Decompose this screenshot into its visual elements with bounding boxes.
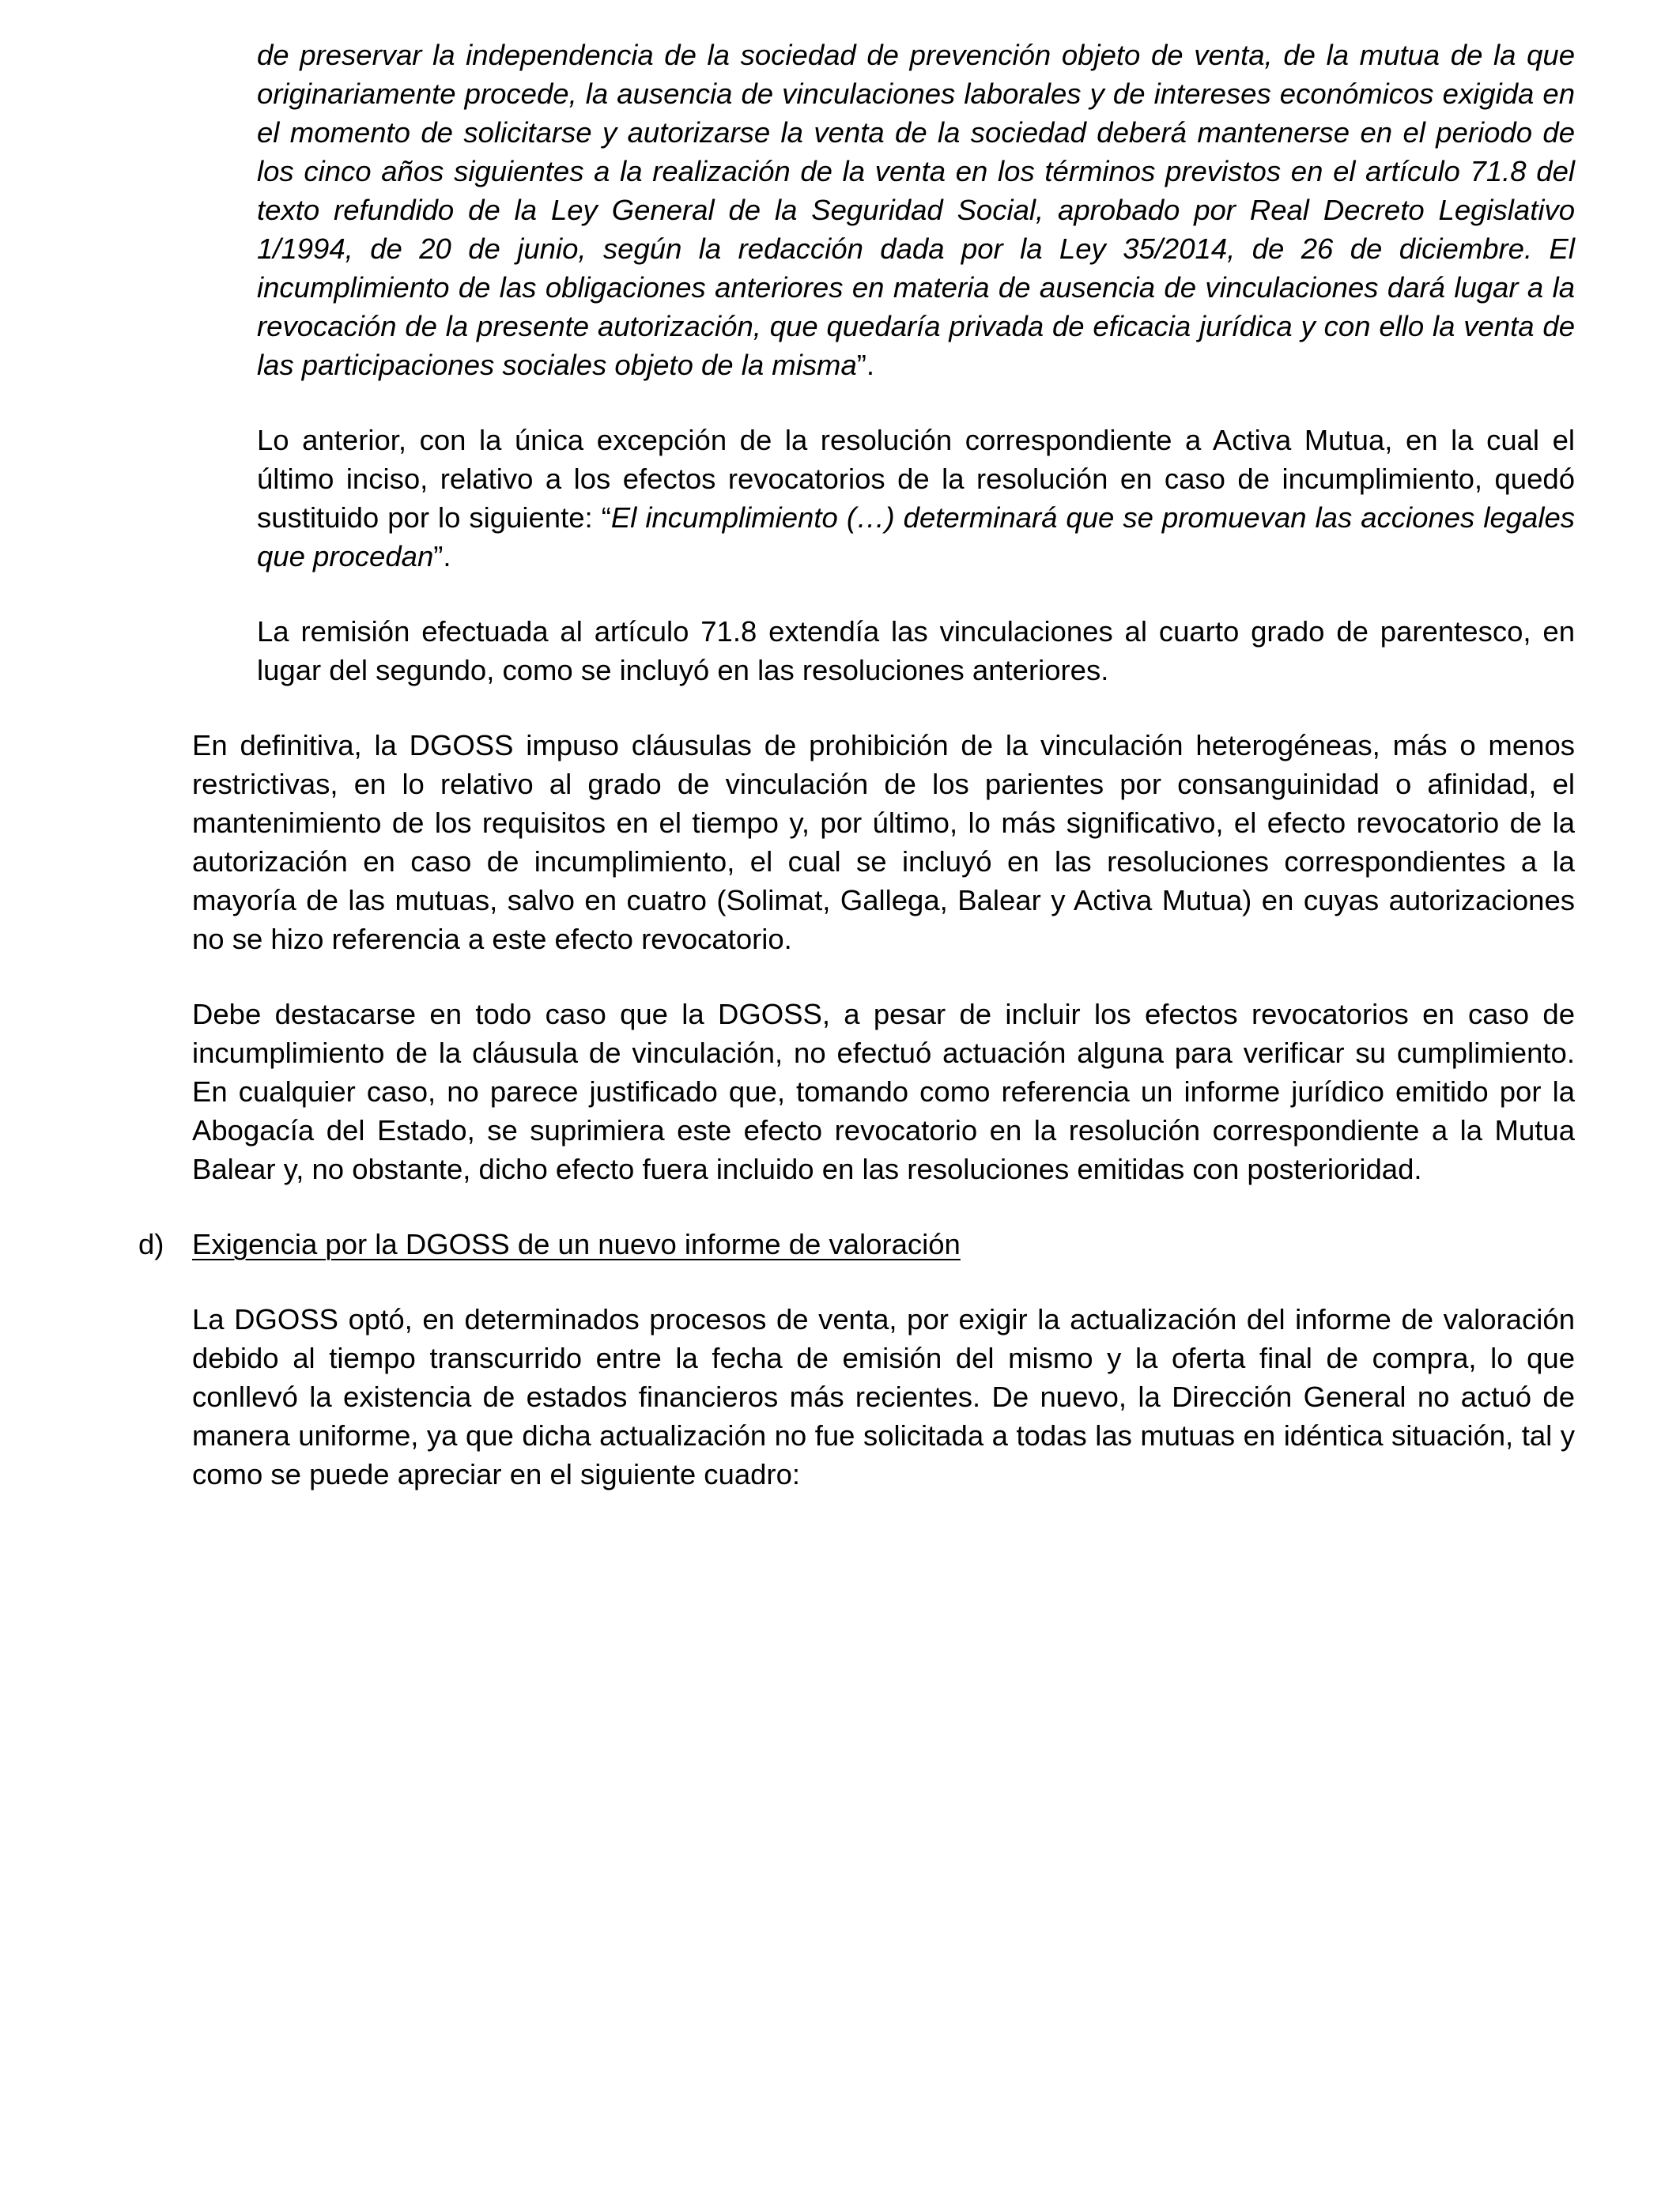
- debe-destacarse-paragraph: Debe destacarse en todo caso que la DGOSS, a pesar de incluir los efectos revocatorios en caso de incumplimiento de la cláusula de vinculación, no efectuó actuación alguna para verificar su cumplimiento. En cualquier caso, no parece justificado que, tomando como referencia un informe jurídico emitido por la Abogacía del Estado, se suprimiera este efecto revocatorio en la resolución correspondiente a la Mutua Balear y, no obstante, dicho efecto fuera incluido en las resoluciones emitidas con posterioridad.: [192, 998, 1575, 1185]
- text-column: [138, 36, 1576, 1530]
- remision-paragraph: La remisión efectuada al artículo 71.8 extendía las vinculaciones al cuarto grado de parentesco, en lugar del segundo, como se incluyó en las resoluciones anteriores.: [257, 615, 1575, 686]
- section-d-heading: [138, 1225, 1575, 1264]
- activa-mutua-exception-paragraph: [257, 421, 1575, 576]
- exception-quote-italic: El incumplimiento (…) determinará que se promuevan las acciones legales que procedan: [257, 501, 1576, 572]
- section-d-label: d): [138, 1228, 164, 1260]
- exception-text: Lo anterior, con la única excepción de la resolución correspondiente a Activa Mutua, en la cual el último inciso, relativo a los efectos revocatorios de la resolución en caso de incumplimiento, quedó sustituido por lo siguiente: “: [257, 424, 1575, 534]
- quoted-resolution-block: [257, 36, 1575, 689]
- en-definitiva-paragraph: En definitiva, la DGOSS impuso cláusulas de prohibición de la vinculación heterogéneas, más o menos restrictivas, en lo relativo al grado de vinculación de los parientes por consanguinidad o afinidad, el mantenimiento de los requisitos en el tiempo y, por último, lo más significativo, el efecto revocatorio de la autorización en caso de incumplimiento, el cual se incluyó en las resoluciones correspondientes a la mayoría de las mutuas, salvo en cuatro (Solimat, Gallega, Balear y Activa Mutua) en cuyas autorizaciones no se hizo referencia a este efecto revocatorio.: [192, 729, 1575, 955]
- closing-quote: ”.: [856, 349, 875, 381]
- quoted-resolution-continuation: [257, 36, 1575, 384]
- quoted-text-italic: de preservar la independencia de la sociedad de prevención objeto de venta, de la mutua de la que originariamente procede, la ausencia de vinculaciones laborales y de intereses económicos exigida en el momento de solicitarse y autorizarse la venta de la sociedad deberá mantenerse en el periodo de los cinco años siguientes a la realización de la venta en los términos previstos en el artículo 71.8 del texto refundido de la Ley General de la Seguridad Social, aprobado por Real Decreto Legislativo 1/1994, de 20 de junio, según la redacción dada por la Ley 35/2014, de 26 de diciembre. El incumplimiento de las obligaciones anteriores en materia de ausencia de vinculaciones dará lugar a la revocación de la presente autorización, que quedaría privada de eficacia jurídica y con ello la venta de las participaciones sociales objeto de la misma: [257, 39, 1575, 381]
- section-d-title: Exigencia por la DGOSS de un nuevo informe de valoración: [192, 1228, 961, 1260]
- closing-quote: ”.: [433, 540, 451, 572]
- section-d-paragraph: La DGOSS optó, en determinados procesos de venta, por exigir la actualización del informe de valoración debido al tiempo transcurrido entre la fecha de emisión del mismo y la oferta final de compra, lo que conllevó la existencia de estados financieros más recientes. De nuevo, la Dirección General no actuó de manera uniforme, ya que dicha actualización no fue solicitada a todas las mutuas en idéntica situación, tal y como se puede apreciar en el siguiente cuadro:: [192, 1303, 1575, 1490]
